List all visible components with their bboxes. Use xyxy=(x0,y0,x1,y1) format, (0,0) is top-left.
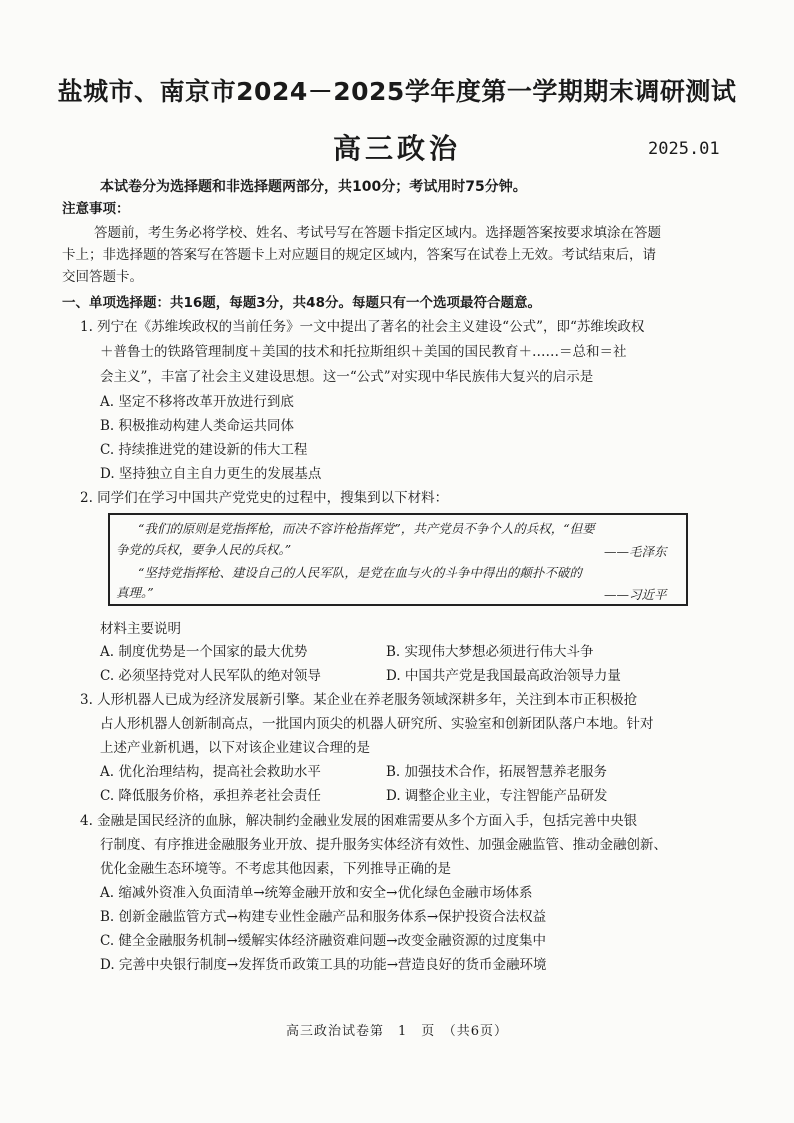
q4-stem-line-2: 行制度、有序推进金融服务业开放、提升服务实体经济有效性、加强金融监管、推动金融创新、 xyxy=(100,837,667,853)
q4-stem-line-3: 优化金融生态环境等。不考虑其他因素，下列推导正确的是 xyxy=(100,861,451,877)
q4-stem-line-1: 4. 金融是国民经济的血脉，解决制约金融业发展的困难需要从多个方面入手，包括完善中央银 xyxy=(80,813,638,829)
q2-signature-2: ——习近平 xyxy=(604,587,667,602)
exam-subject: 高三政治 xyxy=(332,132,461,165)
q2-option-c: C. 必须坚持党对人民军队的绝对领导 xyxy=(100,668,321,684)
q4-option-d: D. 完善中央银行制度→发挥货币政策工具的功能→营造良好的货币金融环境 xyxy=(100,957,547,973)
notes-line-1: 答题前，考生务必将学校、姓名、考试号写在答题卡指定区域内。选择题答案按要求填涂在答题 xyxy=(94,225,661,241)
q3-option-b: B. 加强技术合作，拓展智慧养老服务 xyxy=(386,764,608,780)
q3-stem-line-1: 3. 人形机器人已成为经济发展新引擎。某企业在养老服务领域深耕多年，关注到本市正积极抢 xyxy=(80,692,638,708)
q3-stem-line-2: 占人形机器人创新制高点，一批国内顶尖的机器人研究所、实验室和创新团队落户本地。针对 xyxy=(100,716,654,732)
q4-option-b: B. 创新金融监管方式→构建专业性金融产品和服务体系→保护投资合法权益 xyxy=(100,909,547,925)
page-footer: 高三政治试卷第 1 页 （共6页） xyxy=(285,1024,509,1039)
exam-intro: 本试卷分为选择题和非选择题两部分，共100分；考试用时75分钟。 xyxy=(100,179,527,195)
q2-lead: 材料主要说明 xyxy=(100,621,181,637)
q1-stem-line-1: 1. 列宁在《苏维埃政权的当前任务》一文中提出了著名的社会主义建设“公式”，即“苏维埃政权 xyxy=(80,319,645,335)
exam-date: 2025.01 xyxy=(648,139,720,159)
q2-option-a: A. 制度优势是一个国家的最大优势 xyxy=(100,644,308,660)
q2-quote-2-line-1: “坚持党指挥枪、建设自己的人民军队，是党在血与火的斗争中得出的颠扑不破的 xyxy=(138,565,582,580)
notes-heading: 注意事项： xyxy=(62,201,130,217)
exam-title: 盐城市、南京市2024－2025学年度第一学期期末调研测试 xyxy=(57,77,737,106)
q3-option-a: A. 优化治理结构，提高社会救助水平 xyxy=(100,764,321,780)
q1-stem-line-3: 会主义”，丰富了社会主义建设思想。这一“公式”对实现中华民族伟大复兴的启示是 xyxy=(100,369,594,385)
notes-line-2: 卡上；非选择题的答案写在答题卡上对应题目的规定区域内，答案写在试卷上无效。考试结束后，请 xyxy=(62,247,656,263)
q2-quote-1-line-2: 争党的兵权，要争人民的兵权。” xyxy=(116,542,292,557)
q2-option-b: B. 实现伟大梦想必须进行伟大斗争 xyxy=(386,644,594,660)
q1-option-b: B. 积极推动构建人类命运共同体 xyxy=(100,418,295,434)
q2-quote-2-line-2: 真理。” xyxy=(116,585,154,600)
q2-signature-1: ——毛泽东 xyxy=(604,544,667,559)
q1-option-c: C. 持续推进党的建设新的伟大工程 xyxy=(100,442,308,458)
q2-option-d: D. 中国共产党是我国最高政治领导力量 xyxy=(386,668,621,684)
q3-option-c: C. 降低服务价格，承担养老社会责任 xyxy=(100,788,321,804)
q3-stem-line-3: 上述产业新机遇，以下对该企业建议合理的是 xyxy=(100,740,370,756)
q1-stem-line-2: ＋普鲁士的铁路管理制度＋美国的技术和托拉斯组织＋美国的国民教育＋……＝总和＝社 xyxy=(100,344,627,360)
q2-stem: 2. 同学们在学习中国共产党党史的过程中，搜集到以下材料： xyxy=(80,490,449,506)
q4-option-c: C. 健全金融服务机制→缓解实体经济融资难问题→改变金融资源的过度集中 xyxy=(100,933,547,949)
q1-option-a: A. 坚定不移将改革开放进行到底 xyxy=(100,394,294,410)
q4-option-a: A. 缩减外资准入负面清单→统筹金融开放和安全→优化绿色金融市场体系 xyxy=(100,885,533,901)
q2-material-box xyxy=(108,513,688,606)
q1-option-d: D. 坚持独立自主自力更生的发展基点 xyxy=(100,466,322,482)
q2-quote-1-line-1: “我们的原则是党指挥枪，而决不容许枪指挥党”，共产党员不争个人的兵权，“但要 xyxy=(138,521,595,536)
notes-line-3: 交回答题卡。 xyxy=(62,269,143,285)
q3-option-d: D. 调整企业主业，专注智能产品研发 xyxy=(386,788,608,804)
section-heading: 一、单项选择题：共16题，每题3分，共48分。每题只有一个选项最符合题意。 xyxy=(62,295,541,311)
